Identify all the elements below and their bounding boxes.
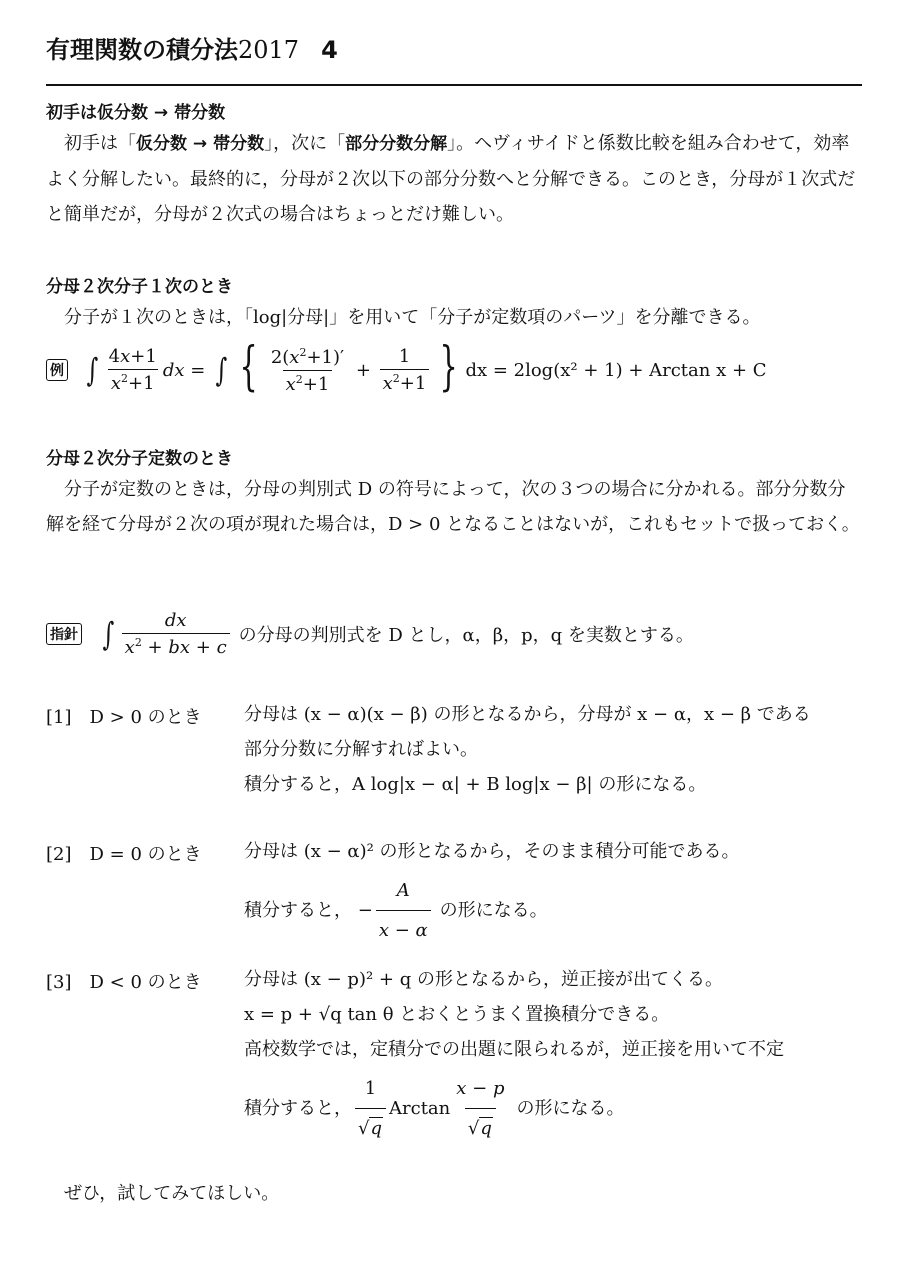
case3-label: [3] D < 0 のとき bbox=[46, 972, 202, 993]
closing-text: ぜひ，試してみてほしい。 bbox=[64, 1183, 280, 1204]
guide-formula: 指針 ∫ $\frac{dx}{x^2 + bx + c}$ の分母の判別式を D とし，α，β，p，q を実数とする。 bbox=[46, 604, 694, 664]
case3-body: 分母は (x − p)² + q の形となるから，逆正接が出てくる。 x = p + √q tan θ とおくとうまく置換積分できる。 高校数学では，定積分での出題に限られるが，逆正接を用いて不定 積分すると， $\frac{1}{√q}$ Arctan $\frac{x - p}{√q}$ の形になる。 bbox=[244, 962, 864, 1146]
case2-body: 分母は (x − α)² の形となるから，そのまま積分可能である。 積分すると， − $\frac{A}{x - \alpha}$ の形になる。 bbox=[244, 834, 864, 948]
example-tag: 例 bbox=[46, 359, 68, 381]
page-title bbox=[46, 30, 338, 65]
case2-label: [2] D = 0 のとき bbox=[46, 844, 202, 865]
section1-paragraph: 初手は「仮分数 → 帯分数」，次に「部分分数分解」。ヘヴィサイドと係数比較を組み合わせて，効率よく分解したい。最終的に，分母が２次以下の部分分数へと分解できる。このとき，分母が１次式だと簡単だが，分母が２次式の場合はちょっとだけ難しい。 bbox=[46, 133, 856, 225]
title-rule bbox=[46, 84, 862, 86]
section1-heading: 初手は仮分数 → 帯分数 bbox=[46, 103, 226, 123]
guide-text: の分母の判別式を D とし，α，β，p，q を実数とする。 bbox=[238, 625, 694, 646]
section2-paragraph: 分子が１次のときは，「log|分母|」を用いて「分子が定数項のパーツ」を分離できる。 bbox=[64, 307, 761, 328]
title-text: 有理関数の積分法 bbox=[46, 36, 238, 64]
guide-tag: 指針 bbox=[46, 623, 82, 645]
title-year: 2017 bbox=[238, 36, 300, 64]
case1-body: 分母は (x − α)(x − β) の形となるから，分母が x − α，x − β である 部分分数に分解すればよい。 積分すると，A log|x − α| + B log|x − β| の形になる。 bbox=[244, 704, 811, 795]
case1-label: [1] D > 0 のとき bbox=[46, 707, 202, 728]
section3-heading: 分母２次分子定数のとき bbox=[46, 449, 233, 469]
example-formula: 例 ∫ $\frac{4x+1}{x^2+1}$ dx = ∫ { $\frac{2(x^2+1)'}{x^2+1}$ + $\frac{1}{x^2+1}$ } dx = 2log(x² + 1) + Arctan x + C bbox=[46, 338, 767, 402]
title-number: 4 bbox=[321, 36, 338, 64]
section2-heading: 分母２次分子１次のとき bbox=[46, 277, 233, 297]
example-result: dx = 2log(x² + 1) + Arctan x + C bbox=[465, 359, 767, 381]
section3-paragraph: 分子が定数のときは，分母の判別式 D の符号によって，次の３つの場合に分かれる。部分分数分解を経て分母が２次の項が現れた場合は，D > 0 となることはないが，これもセットで扱っておく。 bbox=[46, 479, 860, 535]
